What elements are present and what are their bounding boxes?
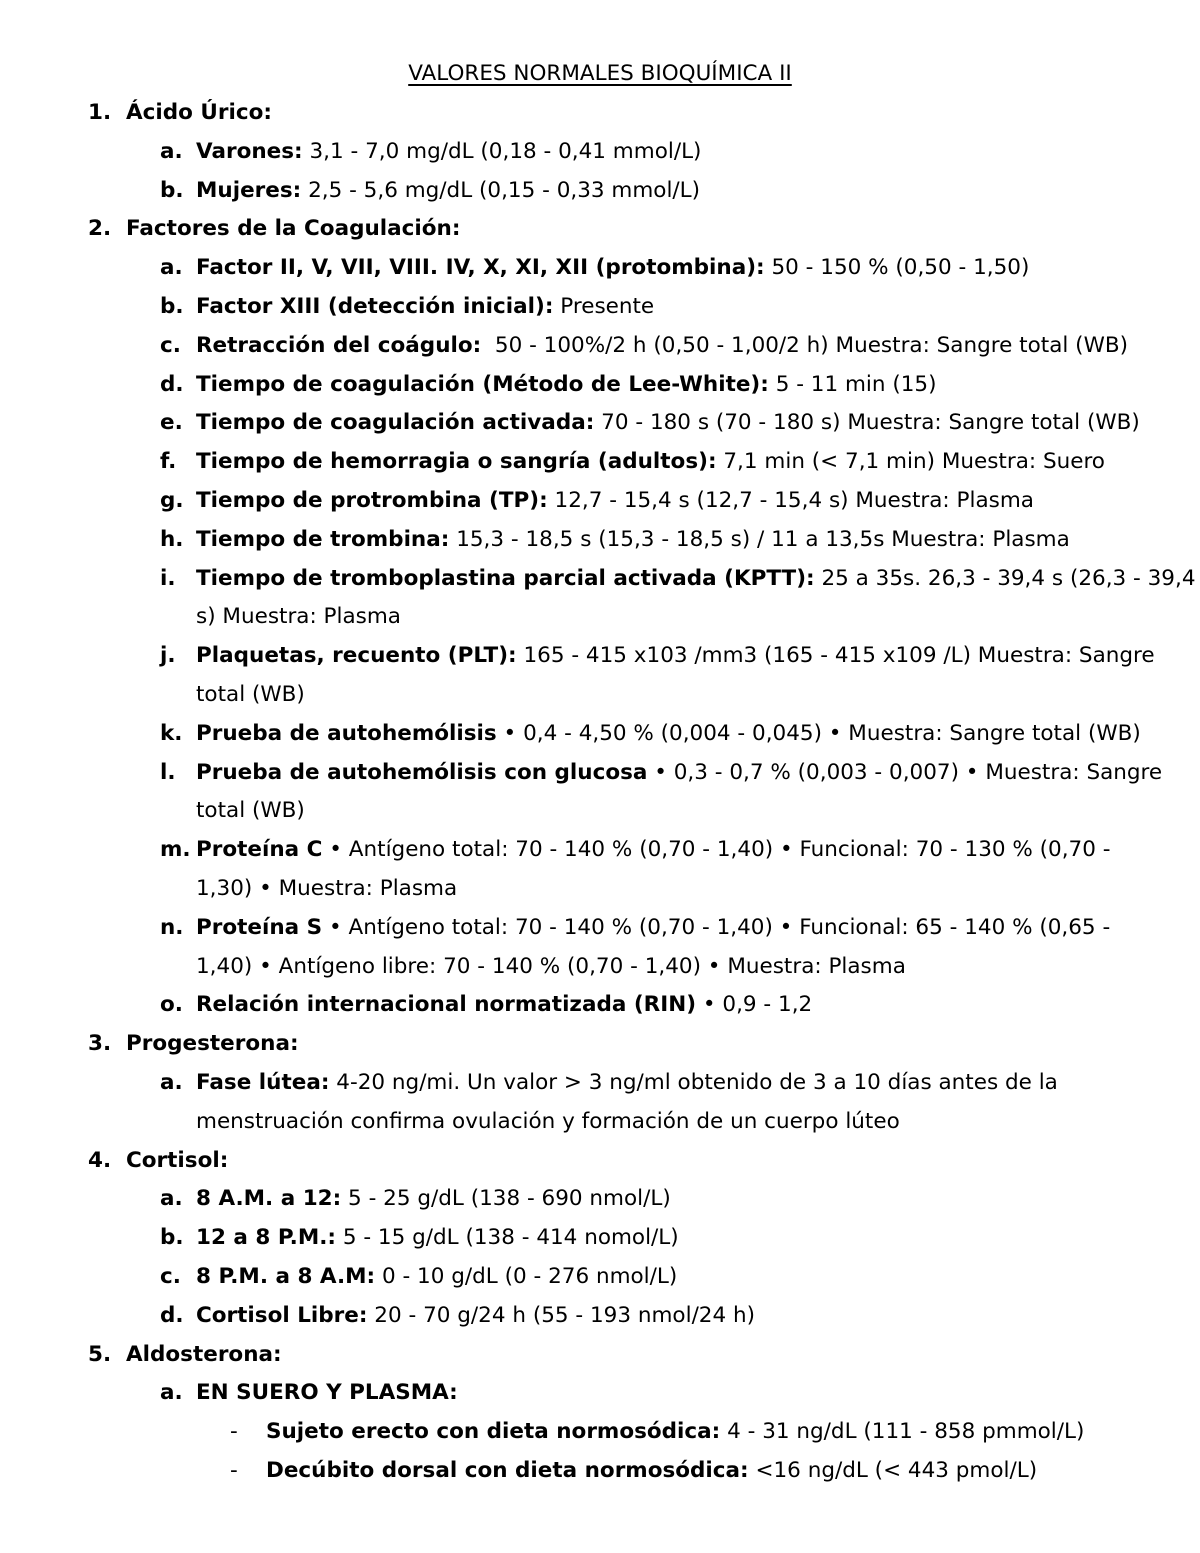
section-heading <box>0 94 1200 133</box>
item-label: Tiempo de tromboplastina parcial activada (KPTT): <box>196 565 815 591</box>
list-item <box>0 482 1200 521</box>
item-letter: o. <box>160 992 183 1018</box>
item-letter: a. <box>160 1380 183 1406</box>
list-item <box>0 521 1200 560</box>
item-value: 5 - 11 min (15) <box>768 371 937 397</box>
item-letter: l. <box>160 759 176 785</box>
item-value-continued: total (WB) <box>196 681 305 707</box>
list-item <box>0 366 1200 405</box>
dash-bullet: - <box>230 1457 238 1483</box>
item-value: 70 - 180 s (70 - 180 s) Muestra: Sangre total (WB) <box>594 410 1140 436</box>
item-label: Proteína C <box>196 837 323 863</box>
item-value: 25 a 35s. 26,3 - 39,4 s (26,3 - 39,4 <box>814 565 1196 591</box>
dash-bullet: - <box>230 1419 238 1445</box>
item-label: Retracción del coágulo: <box>196 332 482 358</box>
item-value: • Antígeno total: 70 - 140 % (0,70 - 1,40) • Funcional: 65 - 140 % (0,65 - <box>322 914 1111 940</box>
item-value: 2,5 - 5,6 mg/dL (0,15 - 0,33 mmol/L) <box>301 177 701 203</box>
section-heading <box>0 1025 1200 1064</box>
item-letter: b. <box>160 177 184 203</box>
item-letter: i. <box>160 565 176 591</box>
item-value: 12,7 - 15,4 s (12,7 - 15,4 s) Muestra: Plasma <box>547 487 1034 513</box>
item-value: 5 - 25 g/dL (138 - 690 nmol/L) <box>341 1186 671 1212</box>
item-letter: b. <box>160 293 184 319</box>
item-letter: a. <box>160 138 183 164</box>
list-item <box>0 1374 1200 1413</box>
item-label: Fase lútea: <box>196 1069 330 1095</box>
item-letter: j. <box>160 643 176 669</box>
item-label: Tiempo de coagulación (Método de Lee-White): <box>196 371 769 397</box>
section-title: Ácido Úrico: <box>126 100 272 125</box>
list-item <box>0 715 1200 754</box>
item-value: 165 - 415 x103 /mm3 (165 - 415 x109 /L) Muestra: Sangre <box>516 643 1155 669</box>
item-label: Mujeres: <box>196 177 302 203</box>
item-label: Tiempo de coagulación activada: <box>196 410 595 436</box>
item-letter: c. <box>160 332 181 358</box>
item-label: 8 P.M. a 8 A.M: <box>196 1263 376 1289</box>
item-value: 7,1 min (< 7,1 min) Muestra: Suero <box>716 449 1105 475</box>
item-letter: a. <box>160 1069 183 1095</box>
item-label: Prueba de autohemólisis <box>196 720 497 746</box>
item-label: Factor II, V, VII, VIII. IV, X, XI, XII (protombina): <box>196 255 765 281</box>
list-item <box>0 1180 1200 1219</box>
item-label: Plaquetas, recuento (PLT): <box>196 643 517 669</box>
item-label: Factor XIII (detección inicial): <box>196 293 554 319</box>
item-letter: k. <box>160 720 183 746</box>
list-item <box>0 133 1200 172</box>
item-value: 0 - 10 g/dL (0 - 276 nmol/L) <box>375 1263 678 1289</box>
section-number: 1. <box>88 100 112 125</box>
item-value-continued: total (WB) <box>196 798 305 824</box>
section-heading <box>0 210 1200 249</box>
section-number: 3. <box>88 1031 112 1057</box>
item-value: <16 ng/dL (< 443 pmol/L) <box>748 1457 1038 1483</box>
page-title: VALORES NORMALES BIOQUÍMICA II <box>408 61 792 86</box>
section-title: Progesterona: <box>126 1031 299 1057</box>
item-letter: a. <box>160 1186 183 1212</box>
list-item <box>0 327 1200 366</box>
item-letter: d. <box>160 371 184 397</box>
item-label: 8 A.M. a 12: <box>196 1186 342 1212</box>
item-letter: h. <box>160 526 184 552</box>
item-value: 5 - 15 g/dL (138 - 414 nomol/L) <box>335 1225 679 1251</box>
item-value: 50 - 100%/2 h (0,50 - 1,00/2 h) Muestra: Sangre total (WB) <box>481 332 1128 358</box>
item-value: 4 - 31 ng/dL (111 - 858 pmmol/L) <box>720 1419 1085 1445</box>
item-value: • 0,9 - 1,2 <box>696 992 813 1018</box>
item-letter: n. <box>160 914 184 940</box>
section-heading <box>0 1336 1200 1375</box>
item-label: Tiempo de hemorragia o sangría (adultos): <box>196 449 717 475</box>
item-value: 3,1 - 7,0 mg/dL (0,18 - 0,41 mmol/L) <box>302 138 702 164</box>
item-value-continued: 1,30) • Muestra: Plasma <box>196 875 458 901</box>
list-item <box>0 443 1200 482</box>
item-label: Sujeto erecto con dieta normosódica: <box>266 1419 721 1445</box>
section-number: 5. <box>88 1341 112 1367</box>
item-label: 12 a 8 P.M.: <box>196 1225 336 1251</box>
list-item <box>0 172 1200 211</box>
item-label: Varones: <box>196 138 303 164</box>
section-heading <box>0 1142 1200 1181</box>
list-item <box>0 560 1200 638</box>
item-letter: b. <box>160 1225 184 1251</box>
list-item <box>0 288 1200 327</box>
item-label: Relación internacional normatizada (RIN) <box>196 992 697 1018</box>
item-letter: e. <box>160 410 183 436</box>
item-value: • Antígeno total: 70 - 140 % (0,70 - 1,40) • Funcional: 70 - 130 % (0,70 - <box>322 837 1111 863</box>
item-value-continued: menstruación confirma ovulación y formación de un cuerpo lúteo <box>196 1108 900 1134</box>
item-letter: g. <box>160 487 184 513</box>
item-label: Decúbito dorsal con dieta normosódica: <box>266 1457 749 1483</box>
item-label: Cortisol Libre: <box>196 1302 368 1328</box>
item-letter: d. <box>160 1302 184 1328</box>
item-value: 4-20 ng/mi. Un valor > 3 ng/ml obtenido de 3 a 10 días antes de la <box>329 1069 1058 1095</box>
item-value: 50 - 150 % (0,50 - 1,50) <box>764 255 1030 281</box>
section-number: 4. <box>88 1147 112 1173</box>
list-item <box>0 404 1200 443</box>
item-label: Tiempo de trombina: <box>196 526 450 552</box>
item-label: Proteína S <box>196 914 323 940</box>
list-item <box>0 909 1200 987</box>
item-letter: m. <box>160 837 191 863</box>
list-item <box>0 831 1200 909</box>
section-title: Cortisol: <box>126 1147 229 1173</box>
item-value-continued: 1,40) • Antígeno libre: 70 - 140 % (0,70 - 1,40) • Muestra: Plasma <box>196 953 906 979</box>
list-item <box>0 754 1200 832</box>
item-label: Prueba de autohemólisis con glucosa <box>196 759 648 785</box>
section-title: Aldosterona: <box>126 1341 282 1367</box>
section-title: Factores de la Coagulación: <box>126 216 461 242</box>
item-letter: c. <box>160 1263 181 1289</box>
item-value: • 0,4 - 4,50 % (0,004 - 0,045) • Muestra: Sangre total (WB) <box>496 720 1141 746</box>
item-value: 20 - 70 g/24 h (55 - 193 nmol/24 h) <box>367 1302 756 1328</box>
item-value: 15,3 - 18,5 s (15,3 - 18,5 s) / 11 a 13,5s Muestra: Plasma <box>449 526 1070 552</box>
list-item <box>0 986 1200 1025</box>
item-letter: f. <box>160 449 177 475</box>
document-body <box>0 94 1200 1491</box>
sub-list-item <box>0 1413 1200 1452</box>
item-value: • 0,3 - 0,7 % (0,003 - 0,007) • Muestra: Sangre <box>647 759 1163 785</box>
list-item <box>0 249 1200 288</box>
list-item <box>0 1219 1200 1258</box>
list-item <box>0 1064 1200 1142</box>
section-number: 2. <box>88 216 112 242</box>
list-item <box>0 1258 1200 1297</box>
item-value: Presente <box>553 293 655 319</box>
item-label: Tiempo de protrombina (TP): <box>196 487 548 513</box>
sub-list-item <box>0 1452 1200 1491</box>
list-item <box>0 637 1200 715</box>
item-label: EN SUERO Y PLASMA: <box>196 1380 458 1406</box>
list-item <box>0 1297 1200 1336</box>
item-letter: a. <box>160 255 183 281</box>
item-value-continued: s) Muestra: Plasma <box>196 604 401 630</box>
